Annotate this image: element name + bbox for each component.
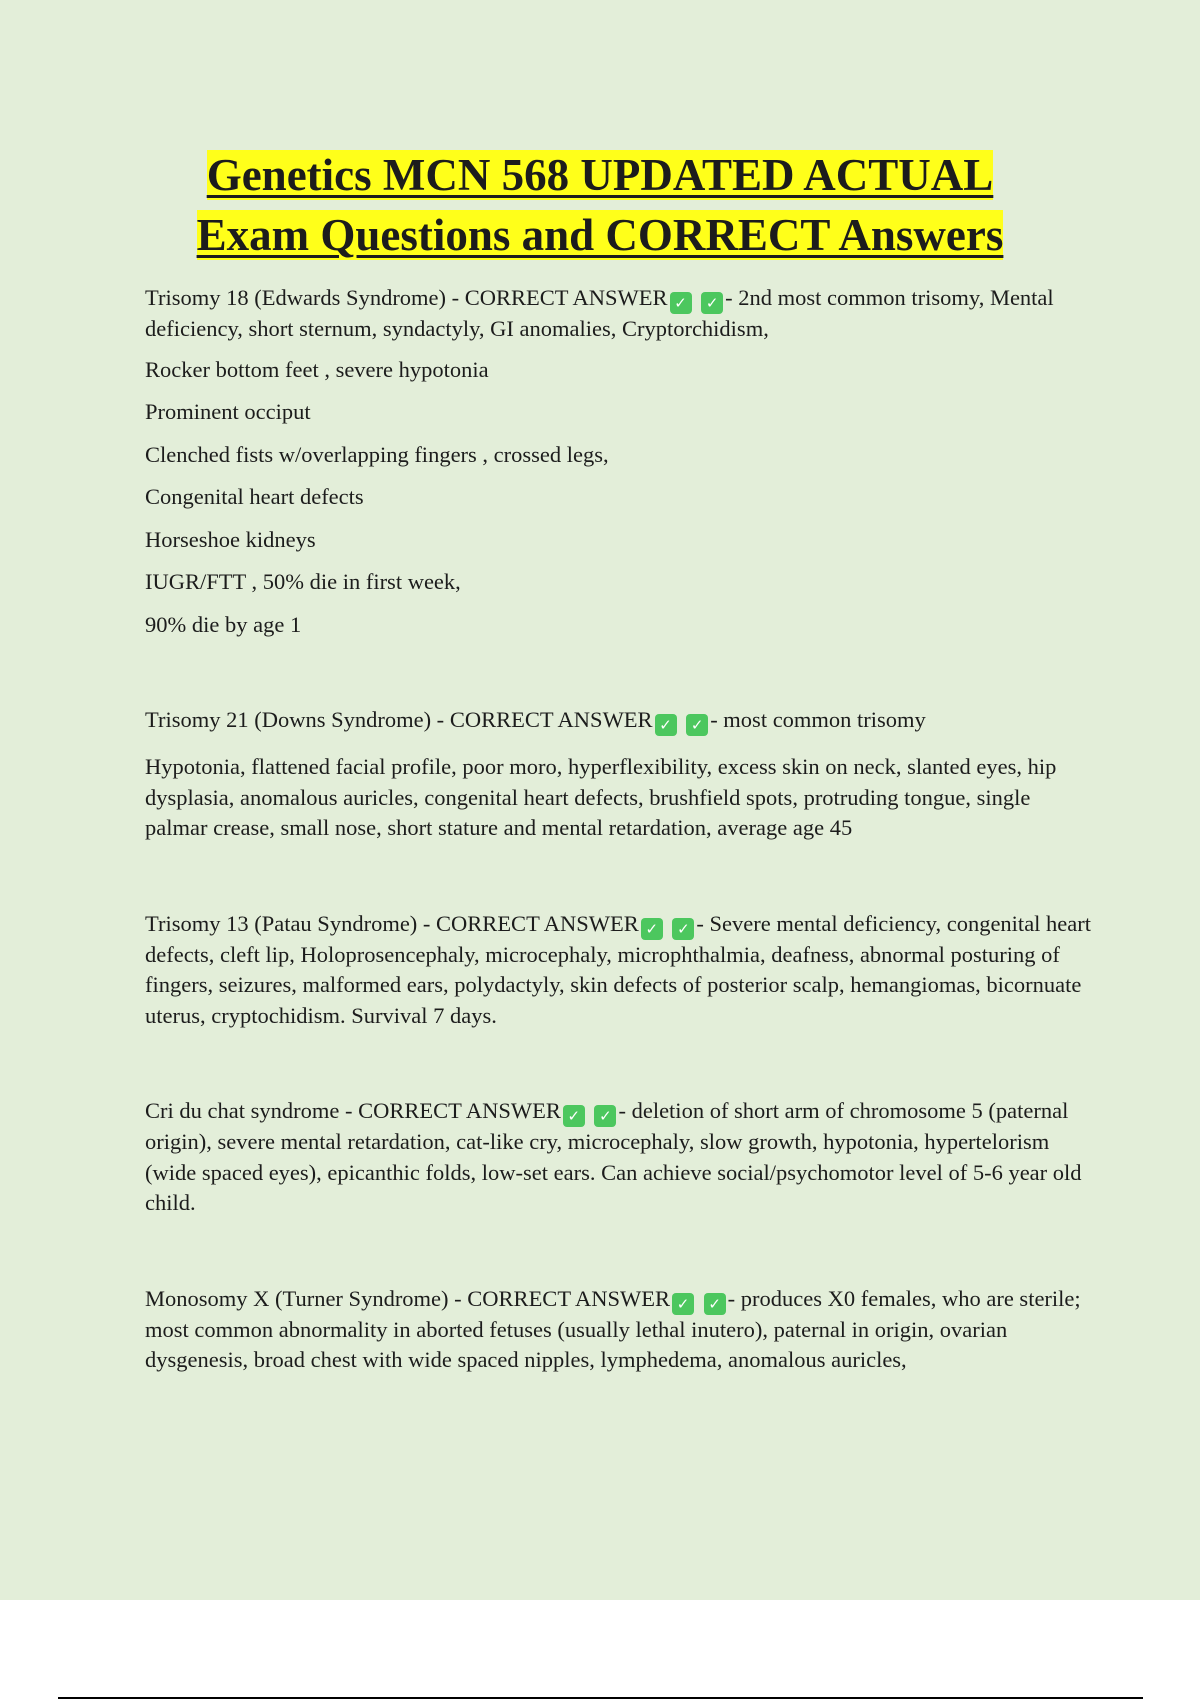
question-term: Monosomy X (Turner Syndrome) - [145,1285,462,1311]
detail-line: Horseshoe kidneys [145,526,316,552]
check-mark-icon: ✓ [686,714,708,736]
answer-text: - 2nd most common trisomy, Mental deficiency, short sternum, syndactyly, GI anomalies, Cryptorchidism, [145,285,1054,341]
check-mark-icon: ✓ [670,292,692,314]
check-mark-icon: ✓ [655,714,677,736]
detail-paragraph: Hypotonia, flattened facial profile, poor moro, hyperflexibility, excess skin on neck, slanted eyes, hip dysplasia, anomalous auricles, congenital heart defects, brushfield spots, protruding tongue, single palmar crease, small nose, short stature and mental retardation, average age 45 [145,754,1057,840]
answer-text: - most common trisomy [710,707,926,732]
check-mark-icon: ✓ [704,1293,726,1315]
detail-line: Clenched fists w/overlapping fingers , crossed legs, [145,441,609,467]
correct-answer-label: CORRECT ANSWER [358,1098,561,1123]
qa-entry-cri-du-chat [145,1096,1095,1219]
title-line-1: Genetics MCN 568 UPDATED ACTUAL [206,150,994,200]
qa-entry-trisomy-21 [145,705,1095,736]
correct-answer-label: CORRECT ANSWER [449,707,653,732]
question-term: Trisomy 18 (Edwards Syndrome) - [145,285,460,310]
answer-text: - Severe mental deficiency, congenital heart defects, cleft lip, Holoprosencephaly, microcephaly, microphthalmia, deafness, abnormal posturing of fingers, seizures, malformed ears, polydactyly, skin defects of posterior scalp, hemangiomas, bicornuate uterus, cryptochidism. Survival 7 days. [145,910,1092,1028]
detail-line: 90% die by age 1 [145,611,302,637]
qa-content [145,283,1095,1376]
qa-entry-trisomy-18 [145,283,1095,345]
check-mark-icon: ✓ [701,292,723,314]
check-mark-icon: ✓ [641,918,663,940]
qa-entry-monosomy-x [145,1284,1095,1376]
title-line-2: Exam Questions and CORRECT Answers [196,210,1004,260]
detail-line: IUGR/FTT , 50% die in first week, [145,569,461,594]
detail-line: Rocker bottom feet , severe hypotonia [145,356,489,382]
detail-line: Prominent occiput [145,399,311,424]
correct-answer-label: CORRECT ANSWER [464,285,668,310]
check-mark-icon: ✓ [672,1293,694,1315]
correct-answer-label: CORRECT ANSWER [436,910,639,936]
answer-text: - deletion of short arm of chromosome 5 (paternal origin), severe mental retardation, cat-like cry, microcephaly, slow growth, hypotonia, hypertelorism (wide spaced eyes), epicanthic folds, low-set ears. Can achieve social/psychomotor level of 5-6 year old child. [145,1098,1082,1215]
page-divider [58,1697,1143,1699]
detail-line: Congenital heart defects [145,484,364,509]
check-mark-icon: ✓ [594,1105,616,1127]
question-term: Trisomy 21 (Downs Syndrome) - [145,707,445,732]
check-mark-icon: ✓ [563,1105,585,1127]
qa-entry-trisomy-13 [145,909,1095,1032]
question-term: Trisomy 13 (Patau Syndrome) - [145,910,431,936]
correct-answer-label: CORRECT ANSWER [467,1285,671,1311]
check-mark-icon: ✓ [672,918,694,940]
question-term: Cri du chat syndrome - [145,1098,353,1123]
answer-text: - produces X0 females, who are sterile; most common abnormality in aborted fetuses (usually lethal inutero), paternal in origin, ovarian dysgenesis, broad chest with wide spaced nipples, lymphedema, anomalous auricles, [145,1285,1081,1372]
document-title [0,145,1200,265]
